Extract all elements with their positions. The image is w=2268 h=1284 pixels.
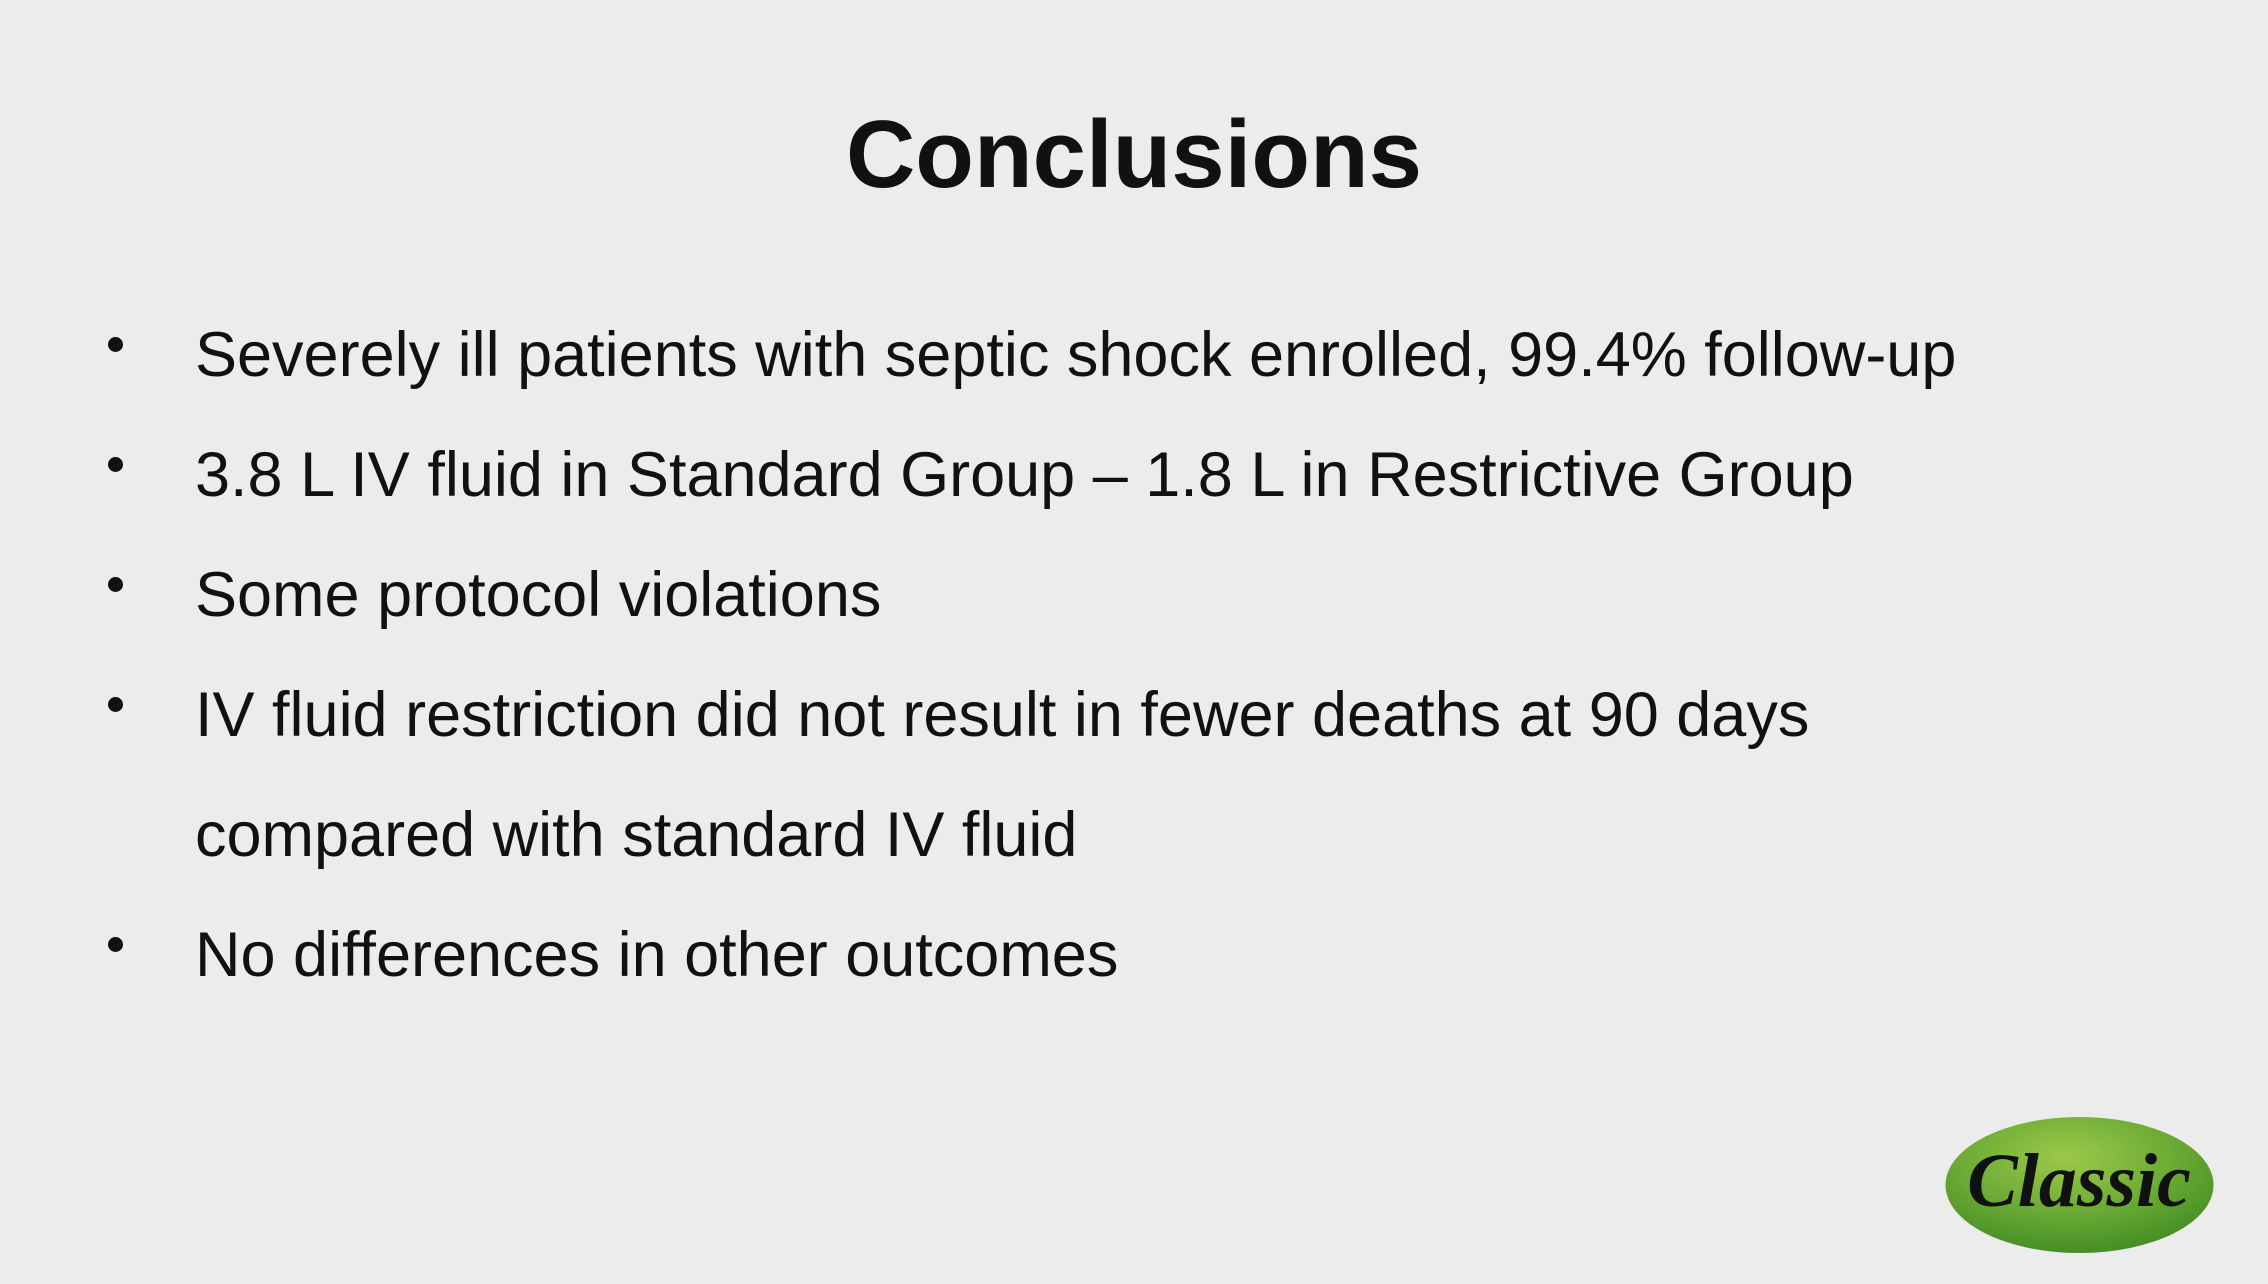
bullet-marker-icon: [108, 697, 123, 712]
bullet-text: No differences in other outcomes: [195, 920, 1119, 990]
slide-title: Conclusions: [845, 101, 1423, 208]
bullet-text: Some protocol violations: [195, 560, 882, 630]
bullet-text: Severely ill patients with septic shock enrolled, 99.4% follow-up: [195, 320, 1957, 390]
bullet-text: IV fluid restriction did not result in fewer deaths at 90 days compared with standard IV fluid: [195, 680, 1810, 870]
bullet-marker-icon: [108, 457, 123, 472]
bullet-marker-icon: [108, 337, 123, 352]
logo-text: Classic: [1967, 1139, 2191, 1223]
bullet-marker-icon: [108, 577, 123, 592]
bullet-text: 3.8 L IV fluid in Standard Group – 1.8 L in Restrictive Group: [195, 440, 1854, 510]
classic-logo-icon: [1943, 1114, 2216, 1256]
bullet-marker-icon: [108, 937, 123, 952]
